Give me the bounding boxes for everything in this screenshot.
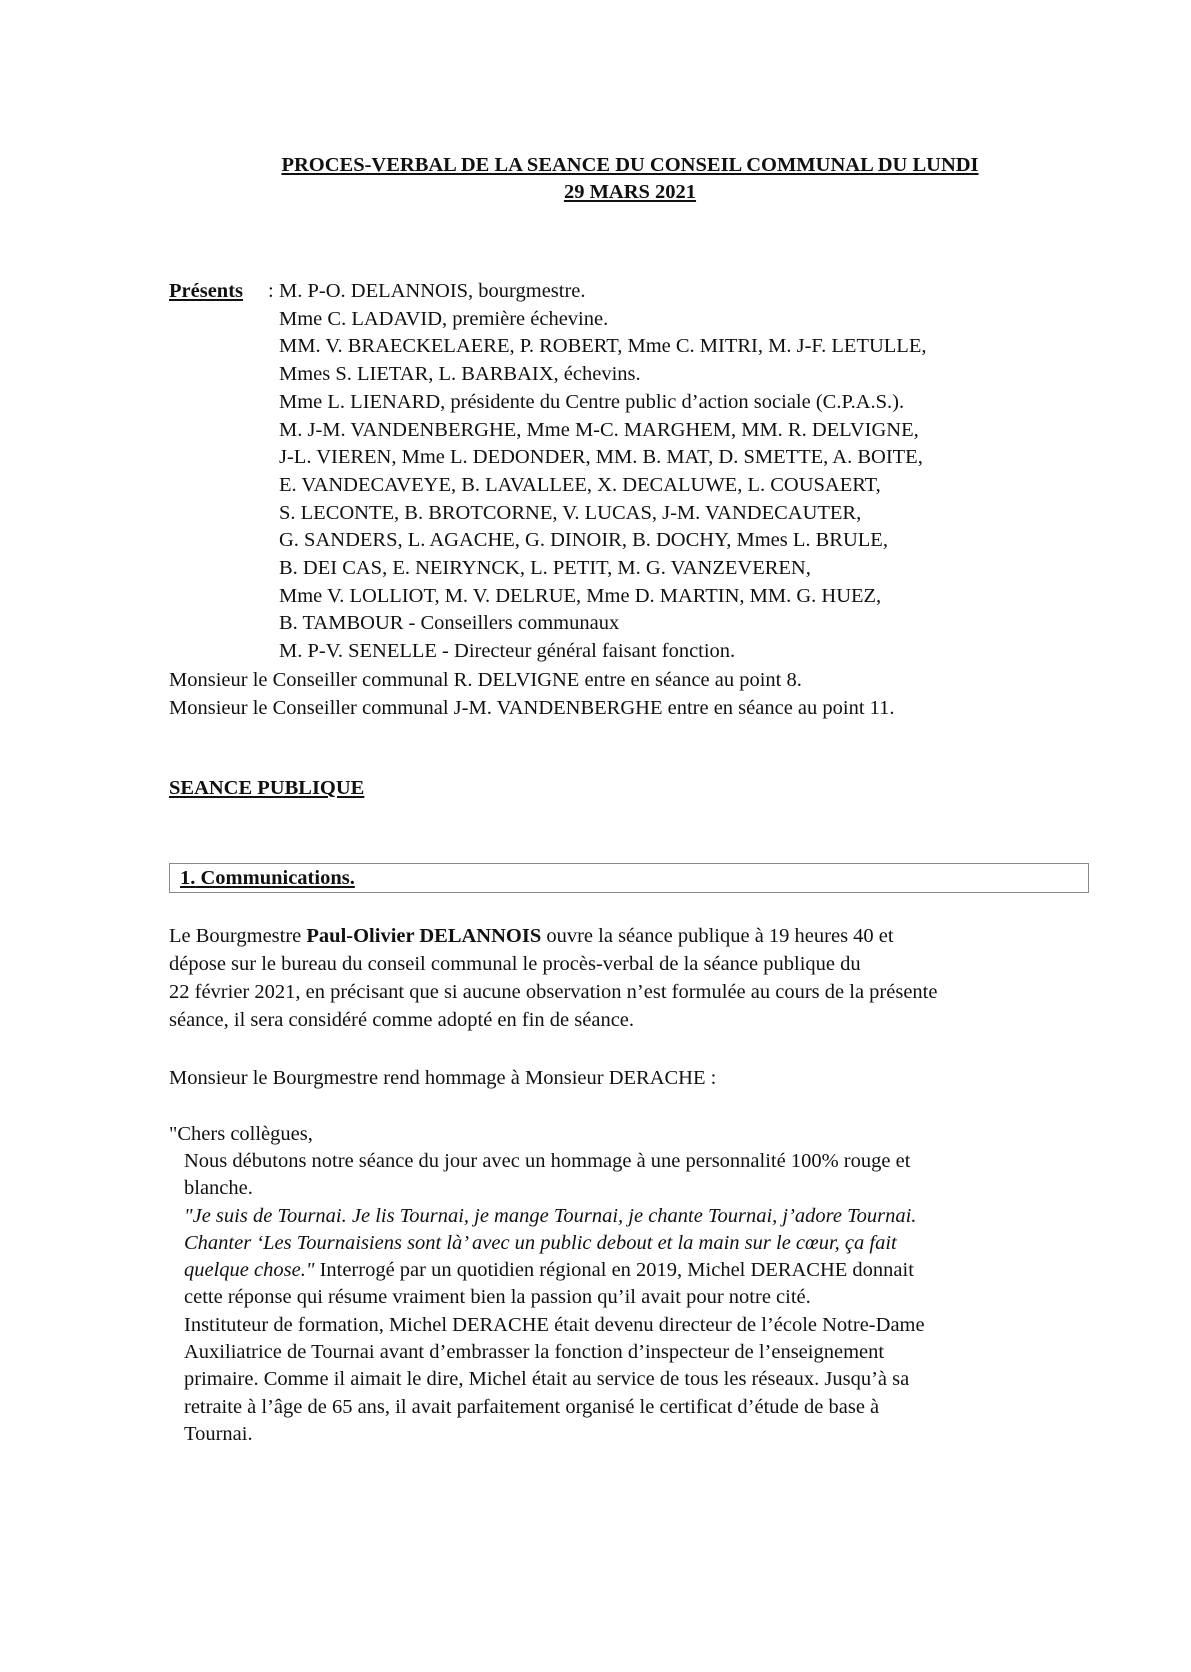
paragraph-line: séance, il sera considéré comme adopté en fin de séance. [169,1009,635,1031]
mayor-name: Paul-Olivier DELANNOIS [306,925,542,947]
presents-line: Mmes S. LIETAR, L. BARBAIX, échevins. [279,363,641,386]
tribute-line: Tournai. [184,1422,253,1445]
tribute-line: Auxiliatrice de Tournai avant d’embrasser la fonction d’inspecteur de l’enseignement [184,1341,885,1364]
opening-paragraph [169,922,1099,1034]
presents-line: M. P-O. DELANNOIS, bourgmestre. [279,280,586,302]
presents-colon: : [268,280,274,302]
title-line-1: PROCES-VERBAL DE LA SEANCE DU CONSEIL COMMUNAL DU LUNDI [281,154,979,176]
presents-line: M. J-M. VANDENBERGHE, Mme M-C. MARGHEM, MM. R. DELVIGNE, [279,418,919,441]
presents-line: E. VANDECAVEYE, B. LAVALLEE, X. DECALUWE, L. COUSAERT, [279,473,881,496]
tribute-line: Instituteur de formation, Michel DERACHE était devenu directeur de l’école Notre-Dame [184,1313,925,1336]
presents-line: M. P-V. SENELLE - Directeur général faisant fonction. [279,640,736,663]
arrival-entries [169,666,895,722]
tribute-text [184,1148,925,1448]
presents-line: MM. V. BRAECKELAERE, P. ROBERT, Mme C. MITRI, M. J-F. LETULLE, [279,335,927,358]
section-heading: SEANCE PUBLIQUE [169,777,365,799]
quote-text: Chanter ‘Les Tournaisiens sont là’ avec un public debout et la main sur le cœur, ça fait [184,1231,897,1254]
text-run: Le Bourgmestre [169,925,307,947]
tribute-line: primaire. Comme il aimait le dire, Michel était au service de tous les réseaux. Jusqu’à sa [184,1368,910,1391]
agenda-item-title [180,864,355,893]
presents-line: B. DEI CAS, E. NEIRYNCK, L. PETIT, M. G. VANZEVEREN, [279,557,811,580]
tribute-intro: Monsieur le Bourgmestre rend hommage à Monsieur DERACHE : [169,1067,717,1089]
presents-line: J-L. VIEREN, Mme L. DEDONDER, MM. B. MAT, D. SMETTE, A. BOITE, [279,446,923,469]
tribute-line [184,1257,925,1284]
arrival-entry: Monsieur le Conseiller communal R. DELVIGNE entre en séance au point 8. [169,669,802,691]
presents-line: G. SANDERS, L. AGACHE, G. DINOIR, B. DOCHY, Mmes L. BRULE, [279,529,888,552]
presents-list [279,278,926,666]
presents-line: B. TAMBOUR - Conseillers communaux [279,612,620,635]
quote-text: "Je suis de Tournai. Je lis Tournai, je mange Tournai, je chante Tournai, j’adore Tournai. [184,1204,917,1227]
agenda-item-number: 1. [180,867,196,889]
agenda-item-label: Communications. [200,867,355,889]
text-run: ouvre la séance publique à 19 heures 40 et [541,925,894,947]
presents-line: Mme C. LADAVID, première échevine. [279,307,609,330]
salutation: "Chers collègues, [169,1123,313,1145]
arrival-entry: Monsieur le Conseiller communal J-M. VANDENBERGHE entre en séance au point 11. [169,697,895,719]
agenda-item-box [169,863,1089,893]
text-run: Interrogé par un quotidien régional en 2019, Michel DERACHE donnait [314,1259,914,1282]
paragraph-line [169,922,1099,950]
presents-line: S. LECONTE, B. BROTCORNE, V. LUCAS, J-M. VANDECAUTER, [279,501,862,524]
presents-label: Présents [169,280,244,302]
tribute-line: retraite à l’âge de 65 ans, il avait parfaitement organisé le certificat d’étude de base à [184,1395,880,1418]
document-title [150,152,1110,206]
tribute-line: blanche. [184,1177,253,1200]
tribute-line: Nous débutons notre séance du jour avec un hommage à une personnalité 100% rouge et [184,1150,911,1172]
tribute-line [184,1230,925,1257]
tribute-line [184,1203,925,1230]
tribute-line: cette réponse qui résume vraiment bien la passion qu’il avait pour notre cité. [184,1286,811,1309]
presents-line: Mme L. LIENARD, présidente du Centre public d’action sociale (C.P.A.S.). [279,390,905,413]
title-line-2: 29 MARS 2021 [563,181,697,203]
paragraph-line: dépose sur le bureau du conseil communal le procès-verbal de la séance publique du [169,953,861,975]
quote-text: quelque chose." [184,1259,315,1282]
presents-line: Mme V. LOLLIOT, M. V. DELRUE, Mme D. MARTIN, MM. G. HUEZ, [279,584,882,607]
paragraph-line: 22 février 2021, en précisant que si aucune observation n’est formulée au cours de la présente [169,981,938,1003]
